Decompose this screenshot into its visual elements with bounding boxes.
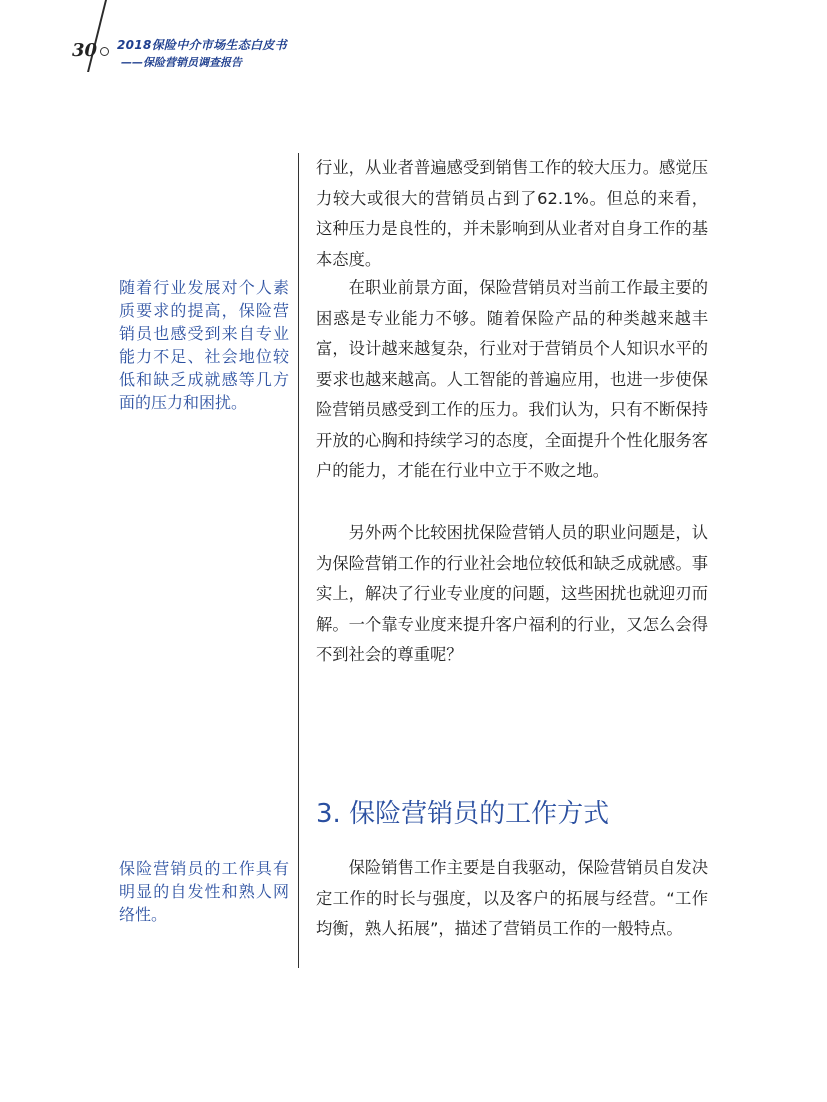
section-heading: 3. 保险营销员的工作方式	[316, 799, 610, 829]
running-header-title: 2018保险中介市场生态白皮书	[117, 38, 287, 52]
body-paragraph-career-prospects: 在职业前景方面，保险营销员对当前工作最主要的困惑是专业能力不够。随着保险产品的种类越来越丰富，设计越来越复杂，行业对于营销员个人知识水平的要求也越来越高。人工智能的普遍应用，也进一步使保险营销员感受到工作的压力。我们认为，只有不断保持开放的心胸和持续学习的态度，全面提升个性化服务客户的能力，才能在行业中立于不败之地。	[316, 278, 708, 480]
sidenote-pressure-summary: 随着行业发展对个人素质要求的提高，保险营销员也感受到来自专业能力不足、社会地位较低和缺乏成就感等几方面的压力和困扰。	[119, 278, 289, 412]
body-paragraph-work-style: 保险销售工作主要是自我驱动，保险营销员自发决定工作的时长与强度，以及客户的拓展与经营。“工作均衡，熟人拓展”，描述了营销员工作的一般特点。	[316, 858, 708, 938]
column-divider	[298, 153, 299, 968]
running-header-subtitle: ——保险营销员调查报告	[121, 56, 242, 69]
page-number: 30	[72, 40, 98, 61]
page-number-dot	[100, 47, 109, 56]
sidenote-work-style-summary: 保险营销员的工作具有明显的自发性和熟人网络性。	[119, 859, 289, 924]
body-paragraph-pressure: 行业，从业者普遍感受到销售工作的较大压力。感觉压力较大或很大的营销员占到了62.1%。但总的来看，这种压力是良性的，并未影响到从业者对自身工作的基本态度。	[316, 158, 708, 269]
header-slash-line	[87, 0, 107, 72]
body-paragraph-social-status: 另外两个比较困扰保险营销人员的职业问题是，认为保险营销工作的行业社会地位较低和缺乏成就感。事实上，解决了行业专业度的问题，这些困扰也就迎刃而解。一个靠专业度来提升客户福利的行业，又怎么会得不到社会的尊重呢？	[316, 523, 708, 664]
